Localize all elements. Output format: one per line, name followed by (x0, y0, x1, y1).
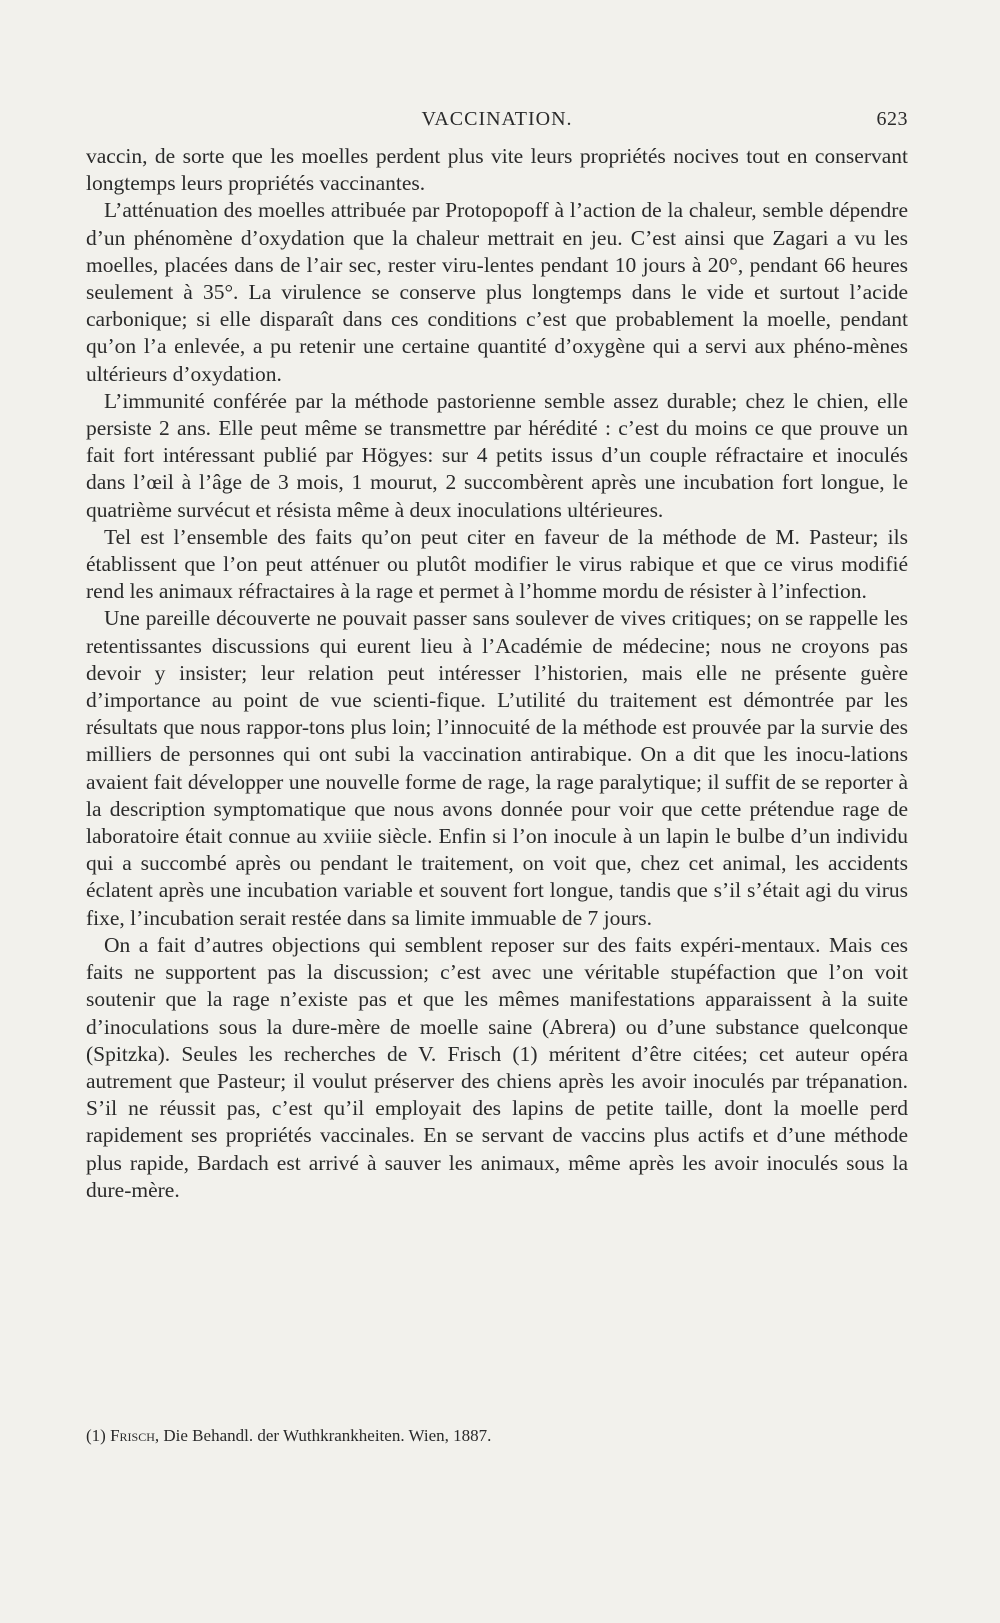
paragraph: Tel est l’ensemble des faits qu’on peut citer en faveur de la méthode de M. Pasteur; ils établissent que l’on peut atténuer ou plutôt modifier le virus rabique et que ce virus modifié rend les animaux réfractaires à la rage et permet à l’homme mordu de résister à l’infection. (86, 524, 908, 604)
footnote-mark: (1) (86, 1426, 106, 1445)
running-title: VACCINATION. (421, 108, 573, 130)
page-header (86, 108, 908, 138)
paragraph: On a fait d’autres objections qui semblent reposer sur des faits expéri-mentaux. Mais ces faits ne supportent pas la discussion; c’est avec une véritable stupéfaction que l’on voit soutenir que la rage n’existe pas et que les mêmes manifestations apparaissent à la suite d’inoculations sous la dure-mère de moelle saine (Abrera) ou d’une substance quelconque (Spitzka). Seules les recherches de V. Frisch (1) méritent d’être citées; cet auteur opéra autrement que Pasteur; il voulut préserver des chiens après les avoir inoculés par trépanation. S’il ne réussit pas, c’est qu’il employait des lapins de petite taille, dont la moelle perd rapidement ses propriétés vaccinales. En se servant de vaccins plus actifs et d’une méthode plus rapide, Bardach est arrivé à sauver les animaux, même après les avoir inoculés sous la dure-mère. (86, 932, 908, 1202)
paragraph: Une pareille découverte ne pouvait passer sans soulever de vives critiques; on se rappelle les retentissantes discussions qui eurent lieu à l’Académie de médecine; nous ne croyons pas devoir y insister; leur relation peut intéresser l’historien, mais elle ne présente guère d’importance au point de vue scienti-fique. L’utilité du traitement est démontrée par les résultats que nous rappor-tons plus loin; l’innocuité de la méthode est prouvée par la survie des milliers de personnes qui ont subi la vaccination antirabique. On a dit que les inocu-lations avaient fait développer une nouvelle forme de rage, la rage paralytique; il suffit de se reporter à la description symptomatique que nous avons donnée pour voir que cette prétendue rage de laboratoire était connue au xviiie siècle. Enfin si l’on inocule à un lapin le bulbe d’un individu qui a succombé après ou pendant le traitement, on voit que, chez cet animal, les accidents éclatent après une incubation variable et souvent fort longue, tandis que s’il s’était agi du virus fixe, l’incubation serait restée dans sa limite immuable de 7 jours. (86, 606, 908, 930)
book-page (86, 0, 908, 1623)
paragraph: vaccin, de sorte que les moelles perdent plus vite leurs propriétés nocives tout en conservant longtemps leurs propriétés vaccinantes. (86, 144, 908, 196)
footnote (86, 1425, 908, 1447)
paragraph: L’immunité conférée par la méthode pastorienne semble assez durable; chez le chien, elle persiste 2 ans. Elle peut même se transmettre par hérédité : c’est du moins ce que prouve un fait fort intéressant publié par Högyes: sur 4 petits issus d’un couple réfractaire et inoculés dans l’œil à l’âge de 3 mois, 1 mourut, 2 succombèrent après une incubation fort longue, le quatrième survécut et résista même à deux inoculations ultérieures. (86, 388, 908, 522)
page-number: 623 (876, 108, 908, 130)
paragraph: L’atténuation des moelles attribuée par Protopopoff à l’action de la chaleur, semble dépendre d’un phénomène d’oxydation que la chaleur mettrait en jeu. C’est ainsi que Zagari a vu les moelles, placées dans de l’air sec, rester viru-lentes pendant 10 jours à 20°, pendant 66 heures seulement à 35°. La virulence se conserve plus longtemps dans le vide et surtout l’acide carbonique; si elle disparaît dans ces conditions c’est que probablement la moelle, pendant qu’on l’a enlevée, a pu retenir une certaine quantité d’oxygène qui a servi aux phéno-mènes ultérieurs d’oxydation. (86, 198, 908, 386)
footnote-author: Frisch, (110, 1426, 160, 1445)
footnote-text: Die Behandl. der Wuthkrankheiten. Wien, 1887. (163, 1426, 492, 1445)
body-text (86, 143, 908, 1204)
